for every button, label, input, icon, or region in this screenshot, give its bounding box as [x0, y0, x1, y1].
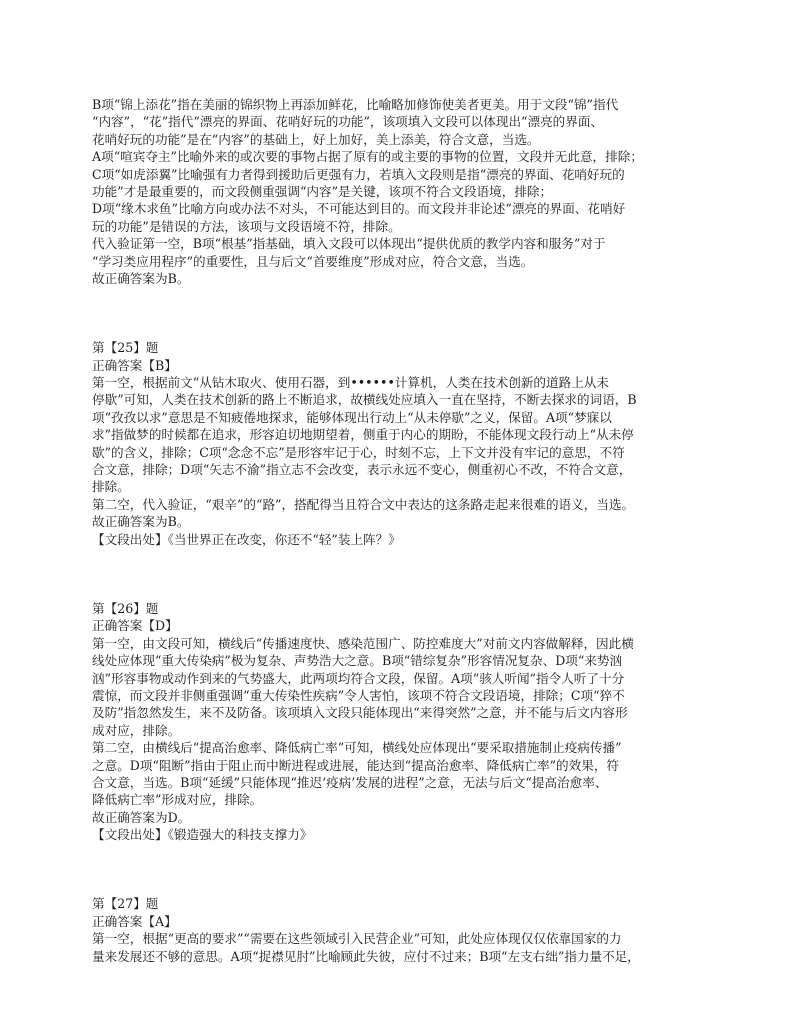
- text-line: B项“锦上添花”指在美丽的锦织物上再添加鲜花，比喻略加修饰使美者更美。用于文段“锦”指代: [92, 97, 619, 112]
- answer-line: 故正确答案为D。: [92, 809, 191, 825]
- text-line: 震惊，而文段并非侧重强调“重大传染性疾病”令人害怕，该项不符合文段语境，排除；C项“猝不: [92, 687, 625, 703]
- text-line: 功能”才是最重要的，而文段侧重强调“内容”是关键，该项不符合文段语境，排除；: [92, 183, 553, 199]
- answer-line: 故正确答案为B。: [92, 514, 190, 530]
- question-26-block: [92, 600, 714, 843]
- correct-answer: 正确答案【B】: [92, 357, 177, 373]
- text-line: 第二空，代入验证，“艰辛”的“路”，搭配得当且符合文中表达的这条路走起来很难的语义，当选。: [92, 496, 635, 512]
- text-line: 第一空，由文段可知，横线后“传播速度快、感染范围广、防控难度大”对前文内容做解释，因此横: [92, 635, 634, 651]
- text-line: 歇”的含义，排除；C项“念念不忘”是形容牢记于心，时刻不忘，上下文并没有牢记的意思，不符: [92, 444, 625, 460]
- prev-answer-explanation: [92, 96, 714, 287]
- text-line: 项“孜孜以求”意思是不知疲倦地探求，能够体现出行动上“从未停歇”之义，保留。A项“梦寐以: [92, 409, 612, 425]
- text-line: 之意。D项“阻断”指由于阻止而中断进程或进展，能达到“提高治愈率、降低病亡率”的效果，符: [92, 757, 620, 773]
- text-line: 第二空，由横线后“提高治愈率、降低病亡率”可知，横线处应体现出“要采取措施制止疫病传播”: [92, 740, 622, 756]
- question-25-block: [92, 339, 714, 548]
- text-line: 排除。: [92, 479, 130, 495]
- text-line: 第一空，根据“更高的要求”“需要在这些领域引入民营企业”可知，此处应体现仅仅依靠国家的力: [92, 931, 622, 947]
- correct-answer: 正确答案【D】: [92, 618, 178, 634]
- text-line: 线处应体现“重大传染病”极为复杂、声势浩大之意。B项“错综复杂”形容情况复杂、D项“来势汹: [92, 653, 623, 669]
- text-line: “内容”，“花”指代“漂亮的界面、花哨好玩的功能”，该项填入文段可以体现出“漂亮的界面、: [92, 114, 604, 130]
- source-line: 【文段出处】《当世界正在改变，你还不“轻”装上阵？》: [92, 531, 401, 547]
- text-line: 量来发展还不够的意思。A项“捉襟见肘”比喻顾此失彼，应付不过来；B项“左支右绌”指力量不足，: [92, 948, 640, 964]
- answer-line: 故正确答案为B。: [92, 270, 190, 286]
- question-number: 第【26】题: [92, 600, 159, 616]
- text-line: 成对应，排除。: [92, 722, 181, 738]
- text-line: C项“如虎添翼”比喻强有力者得到援助后更强有力，若填入文段则是指“漂亮的界面、花哨好玩的: [92, 166, 625, 182]
- question-number: 第【27】题: [92, 896, 159, 912]
- text-line: 及防”指忽然发生，来不及防备。该项填入文段只能体现出“来得突然”之意，并不能与后文内容形: [92, 705, 628, 721]
- correct-answer: 正确答案【A】: [92, 913, 177, 929]
- question-27-block: [92, 895, 714, 965]
- text-line: 第一空，根据前文“从钻木取火、使用石器，到••••••计算机，人类在技术创新的道路上从未: [92, 375, 609, 391]
- document-page: [92, 96, 714, 965]
- text-line: 降低病亡率”形成对应，排除。: [92, 792, 263, 808]
- text-line: 求”指做梦的时候都在追求，形容迫切地期望着，侧重于内心的期盼，不能体现文段行动上“从未停: [92, 427, 634, 443]
- question-number: 第【25】题: [92, 340, 159, 356]
- text-line: 汹”形容事物或动作到来的气势盛大，此两项均符合文段，保留。A项“骇人听闻”指令人听了十分: [92, 670, 625, 686]
- text-line: “学习类应用程序”的重要性，且与后文“首要维度”形成对应，符合文意，当选。: [92, 253, 534, 269]
- text-line: D项“缘木求鱼”比喻方向或办法不对头，不可能达到目的。而文段并非论述“漂亮的界面、花哨好: [92, 201, 626, 217]
- text-line: 合文意，当选。B项“延缓”只能体现“推迟‘疫病’发展的进程”之意，无法与后文“提高治愈率、: [92, 774, 608, 790]
- text-line: 花哨好玩的功能”是在“内容”的基础上，好上加好，美上添美，符合文意，当选。: [92, 131, 540, 147]
- text-line: 停歇”可知，人类在技术创新的路上不断追求，故横线处应填入一直在坚持，不断去探求的词语，B: [92, 392, 637, 408]
- text-line: 代入验证第一空，B项“根基”指基础，填入文段可以体现出“提供优质的教学内容和服务”对于: [92, 236, 606, 252]
- text-line: 玩的功能”是错误的方法，该项与文段语境不符，排除。: [92, 218, 401, 234]
- text-line: A项“喧宾夺主”比喻外来的或次要的事物占据了原有的或主要的事物的位置，文段并无此意，排除；: [92, 149, 643, 165]
- source-line: 【文段出处】《锻造强大的科技支撑力》: [92, 827, 313, 843]
- text-line: 合文意，排除；D项“矢志不渝”指立志不会改变，表示永远不变心，侧重初心不改，不符合文意，: [92, 462, 632, 478]
